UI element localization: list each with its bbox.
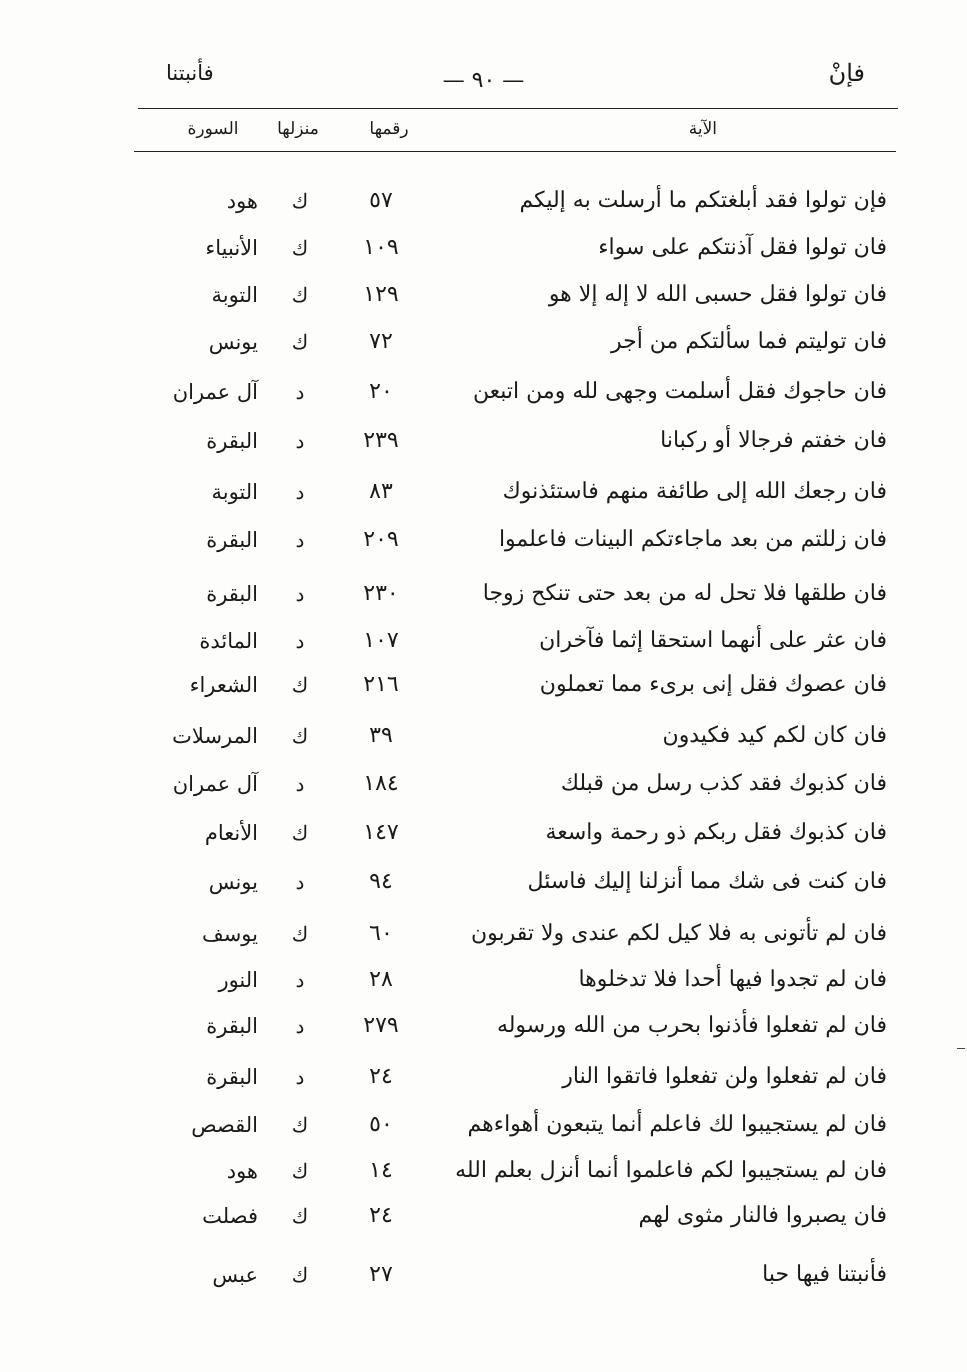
verse-number: ٧٢ bbox=[369, 329, 393, 354]
revelation-place: د bbox=[295, 772, 305, 796]
table-row bbox=[0, 1196, 967, 1236]
table-row bbox=[0, 716, 967, 756]
verse-number: ٥٠ bbox=[369, 1112, 393, 1137]
surah-name: المرسلات bbox=[172, 724, 258, 748]
surah-name: هود bbox=[226, 189, 258, 213]
verse-text: فان عصوك فقل إنى برىء مما تعملون bbox=[539, 672, 887, 697]
verse-text: فان لم يستجيبوا لكم فاعلموا أنما أنزل بعلم الله bbox=[455, 1158, 887, 1183]
revelation-place: د bbox=[295, 1014, 305, 1038]
table-row bbox=[0, 322, 967, 362]
margin-mark bbox=[957, 1048, 965, 1049]
verse-text: فان زللتم من بعد ماجاءتكم البينات فاعلموا bbox=[498, 527, 887, 552]
revelation-place: د bbox=[295, 870, 305, 894]
verse-text: فان كذبوك فقل ربكم ذو رحمة واسعة bbox=[545, 820, 887, 845]
surah-name: الأنبياء bbox=[205, 236, 258, 260]
verse-number: ٩٤ bbox=[369, 869, 393, 894]
verse-text: فان كذبوك فقد كذب رسل من قبلك bbox=[560, 771, 887, 796]
revelation-place: ك bbox=[291, 821, 309, 845]
surah-name: التوبة bbox=[211, 480, 258, 504]
verse-number: ٢١٦ bbox=[363, 672, 399, 697]
verse-number: ١٠٧ bbox=[363, 628, 399, 653]
table-row bbox=[0, 228, 967, 268]
verse-number: ٢٠ bbox=[369, 379, 393, 404]
revelation-place: ك bbox=[291, 1204, 309, 1228]
verse-text: فان لم تفعلوا فأذنوا بحرب من الله ورسوله bbox=[496, 1013, 887, 1038]
table-row bbox=[0, 520, 967, 560]
surah-name: يوسف bbox=[201, 922, 258, 946]
verse-number: ١٤٧ bbox=[363, 820, 399, 845]
revelation-place: ك bbox=[291, 1113, 309, 1137]
revelation-place: د bbox=[295, 968, 305, 992]
verse-text: فان خفتم فرجالا أو ركبانا bbox=[660, 428, 887, 453]
revelation-place: ك bbox=[291, 330, 309, 354]
verse-number: ٢٤ bbox=[369, 1064, 393, 1089]
table-row bbox=[0, 862, 967, 902]
table-row bbox=[0, 764, 967, 804]
verse-text: فإن تولوا فقد أبلغتكم ما أرسلت به إليكم bbox=[519, 188, 887, 213]
revelation-place: د bbox=[295, 480, 305, 504]
verse-number: ٣٩ bbox=[369, 723, 393, 748]
surah-name: الأنعام bbox=[204, 821, 258, 845]
verse-number: ١٤ bbox=[369, 1158, 393, 1183]
running-head-right: فإنْ bbox=[828, 59, 865, 87]
table-row bbox=[0, 1255, 967, 1295]
verse-number: ١٨٤ bbox=[363, 771, 399, 796]
surah-name: آل عمران bbox=[172, 380, 258, 404]
table-row bbox=[0, 960, 967, 1000]
table-row bbox=[0, 421, 967, 461]
table-row bbox=[0, 914, 967, 954]
verse-text: فان رجعك الله إلى طائفة منهم فاستئذنوك bbox=[502, 479, 887, 504]
verse-number: ٦٠ bbox=[369, 921, 393, 946]
surah-name: عبس bbox=[212, 1263, 258, 1287]
surah-name: البقرة bbox=[206, 582, 258, 606]
verse-text: فان حاجوك فقل أسلمت وجهى لله ومن اتبعن bbox=[472, 379, 887, 404]
verse-text: فأنبتنا فيها حبا bbox=[762, 1262, 887, 1287]
surah-name: النور bbox=[218, 968, 258, 992]
verse-text: فان كان لكم كيد فكيدون bbox=[662, 723, 887, 748]
verse-number: ١٠٩ bbox=[363, 235, 399, 260]
surah-name: البقرة bbox=[206, 1014, 258, 1038]
table-row bbox=[0, 472, 967, 512]
verse-number: ٨٣ bbox=[369, 479, 393, 504]
verse-text: فان كنت فى شك مما أنزلنا إليك فاسئل bbox=[527, 869, 887, 894]
verse-text: فان طلقها فلا تحل له من بعد حتى تنكح زوجا bbox=[482, 581, 887, 606]
column-header-rule bbox=[134, 151, 896, 152]
surah-name: البقرة bbox=[206, 528, 258, 552]
table-row bbox=[0, 665, 967, 705]
verse-text: فان تولوا فقل حسبى الله لا إله إلا هو bbox=[548, 282, 887, 307]
surah-name: فصلت bbox=[202, 1204, 258, 1228]
surah-name: هود bbox=[226, 1159, 258, 1183]
verse-number: ١٢٩ bbox=[363, 282, 399, 307]
table-row bbox=[0, 372, 967, 412]
revelation-place: ك bbox=[291, 189, 309, 213]
column-header-surah: السورة bbox=[187, 119, 239, 139]
revelation-place: د bbox=[295, 380, 305, 404]
table-row bbox=[0, 275, 967, 315]
table-row bbox=[0, 181, 967, 221]
table-row bbox=[0, 621, 967, 661]
table-row bbox=[0, 1151, 967, 1191]
revelation-place: د bbox=[295, 582, 305, 606]
verse-text: فان لم تجدوا فيها أحدا فلا تدخلوها bbox=[578, 967, 887, 992]
revelation-place: ك bbox=[291, 1159, 309, 1183]
column-header-verse: الآية bbox=[688, 119, 717, 139]
verse-number: ٢٠٩ bbox=[363, 527, 399, 552]
verse-text: فان لم يستجيبوا لك فاعلم أنما يتبعون أهواءهم bbox=[467, 1112, 887, 1137]
verse-text: فان لم تأتونى به فلا كيل لكم عندى ولا تقربون bbox=[470, 921, 887, 946]
revelation-place: ك bbox=[291, 1263, 309, 1287]
surah-name: آل عمران bbox=[172, 772, 258, 796]
surah-name: يونس bbox=[208, 870, 258, 894]
table-row bbox=[0, 813, 967, 853]
verse-text: فان تولوا فقل آذنتكم على سواء bbox=[598, 235, 887, 260]
revelation-place: ك bbox=[291, 922, 309, 946]
running-head-left: فأنبتنا bbox=[166, 61, 214, 85]
verse-number: ٢٣٠ bbox=[363, 581, 399, 606]
table-row bbox=[0, 1006, 967, 1046]
header-rule bbox=[138, 108, 898, 109]
surah-name: يونس bbox=[208, 330, 258, 354]
verse-text: فان توليتم فما سألتكم من أجر bbox=[610, 329, 887, 354]
revelation-place: د bbox=[295, 629, 305, 653]
revelation-place: د bbox=[295, 429, 305, 453]
surah-name: الشعراء bbox=[189, 673, 258, 697]
revelation-place: د bbox=[295, 528, 305, 552]
revelation-place: د bbox=[295, 1065, 305, 1089]
verse-text: فان لم تفعلوا ولن تفعلوا فاتقوا النار bbox=[562, 1064, 887, 1089]
verse-number: ٢٤ bbox=[369, 1203, 393, 1228]
surah-name: التوبة bbox=[211, 283, 258, 307]
revelation-place: ك bbox=[291, 673, 309, 697]
revelation-place: ك bbox=[291, 724, 309, 748]
surah-name: القصص bbox=[191, 1113, 258, 1137]
verse-text: فان يصبروا فالنار مثوى لهم bbox=[638, 1203, 887, 1228]
surah-name: المائدة bbox=[199, 629, 258, 653]
column-header-place: منزلها bbox=[277, 119, 319, 139]
verse-number: ٢٨ bbox=[369, 967, 393, 992]
surah-name: البقرة bbox=[206, 1065, 258, 1089]
verse-number: ٢٧ bbox=[369, 1262, 393, 1287]
verse-number: ٢٧٩ bbox=[363, 1013, 399, 1038]
revelation-place: ك bbox=[291, 283, 309, 307]
page-number: — ٩٠ — bbox=[442, 68, 525, 93]
verse-text: فان عثر على أنهما استحقا إثما فآخران bbox=[539, 628, 887, 653]
verse-number: ٥٧ bbox=[369, 188, 393, 213]
surah-name: البقرة bbox=[206, 429, 258, 453]
table-row bbox=[0, 1057, 967, 1097]
table-row bbox=[0, 574, 967, 614]
revelation-place: ك bbox=[291, 236, 309, 260]
verse-number: ٢٣٩ bbox=[363, 428, 399, 453]
column-header-number: رقمها bbox=[369, 119, 409, 139]
table-row bbox=[0, 1105, 967, 1145]
